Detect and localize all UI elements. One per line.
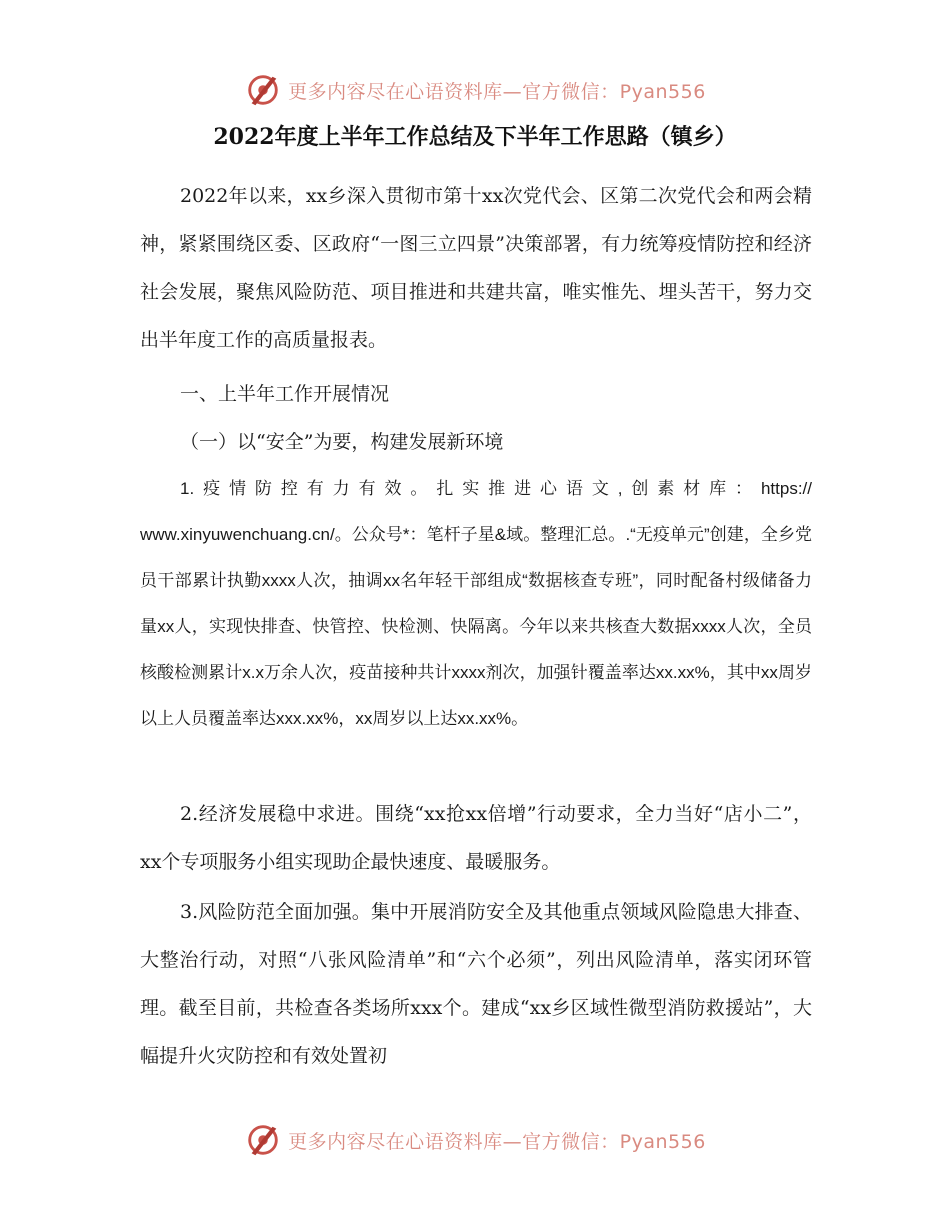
item-3-paragraph: 3.风险防范全面加强。集中开展消防安全及其他重点领域风险隐患大排查、大整治行动，对照“八张风险清单”和“六个必须”，列出风险清单，落实闭环管理。截至目前，共检查各类场所xxx个。建成“xx乡区域性微型消防救援站”，大幅提升火灾防控和有效处置初 [140,901,812,1067]
section-heading: 一、上半年工作开展情况 [180,383,390,405]
intro-paragraph: 2022年以来，xx乡深入贯彻市第十xx次党代会、区第二次党代会和两会精神，紧紧围绕区委、区政府“一图三立四景”决策部署，有力统筹疫情防控和经济社会发展，聚焦风险防范、项目推进和共建共富，唯实惟先、埋头苦干，努力交出半年度工作的高质量报表。 [140,185,812,351]
item-1-paragraph: 1.疫情防控有力有效。扎实推进心语文,创素材库：https:// www.xinyuwenchuang.cn/。公众号*：笔杆子星&域。整理汇总。.“无疫单元”创建，全乡党员干部累计执勤xxxx人次，抽调xx名年轻干部组成“数据核查专班”，同时配备村级储备力量xx人，实现快排查、快管控、快检测、快隔离。今年以来共核查大数据xxxx人次，全员核酸检测累计x.x万余人次，疫苗接种共计xxxx剂次，加强针覆盖率达xx.xx%，其中xx周岁以上人员覆盖率达xxx.xx%，xx周岁以上达xx.xx%。 [140,479,812,728]
document-title: 2022年度上半年工作总结及下半年工作思路（镇乡） [213,124,737,150]
quill-seal-icon [244,1121,282,1159]
watermark-banner-top [0,70,950,110]
quill-seal-icon [244,71,282,109]
watermark-banner-bottom [0,1120,950,1160]
subsection-heading: （一）以“安全”为要，构建发展新环境 [180,431,504,453]
watermark-text: 更多内容尽在心语资料库—官方微信：Pyan556 [288,1130,706,1153]
watermark-text: 更多内容尽在心语资料库—官方微信：Pyan556 [288,80,706,103]
item-2-paragraph: 2.经济发展稳中求进。围绕“xx抢xx倍增”行动要求，全力当好“店小二”，xx个专项服务小组实现助企最快速度、最暖服务。 [140,803,812,873]
